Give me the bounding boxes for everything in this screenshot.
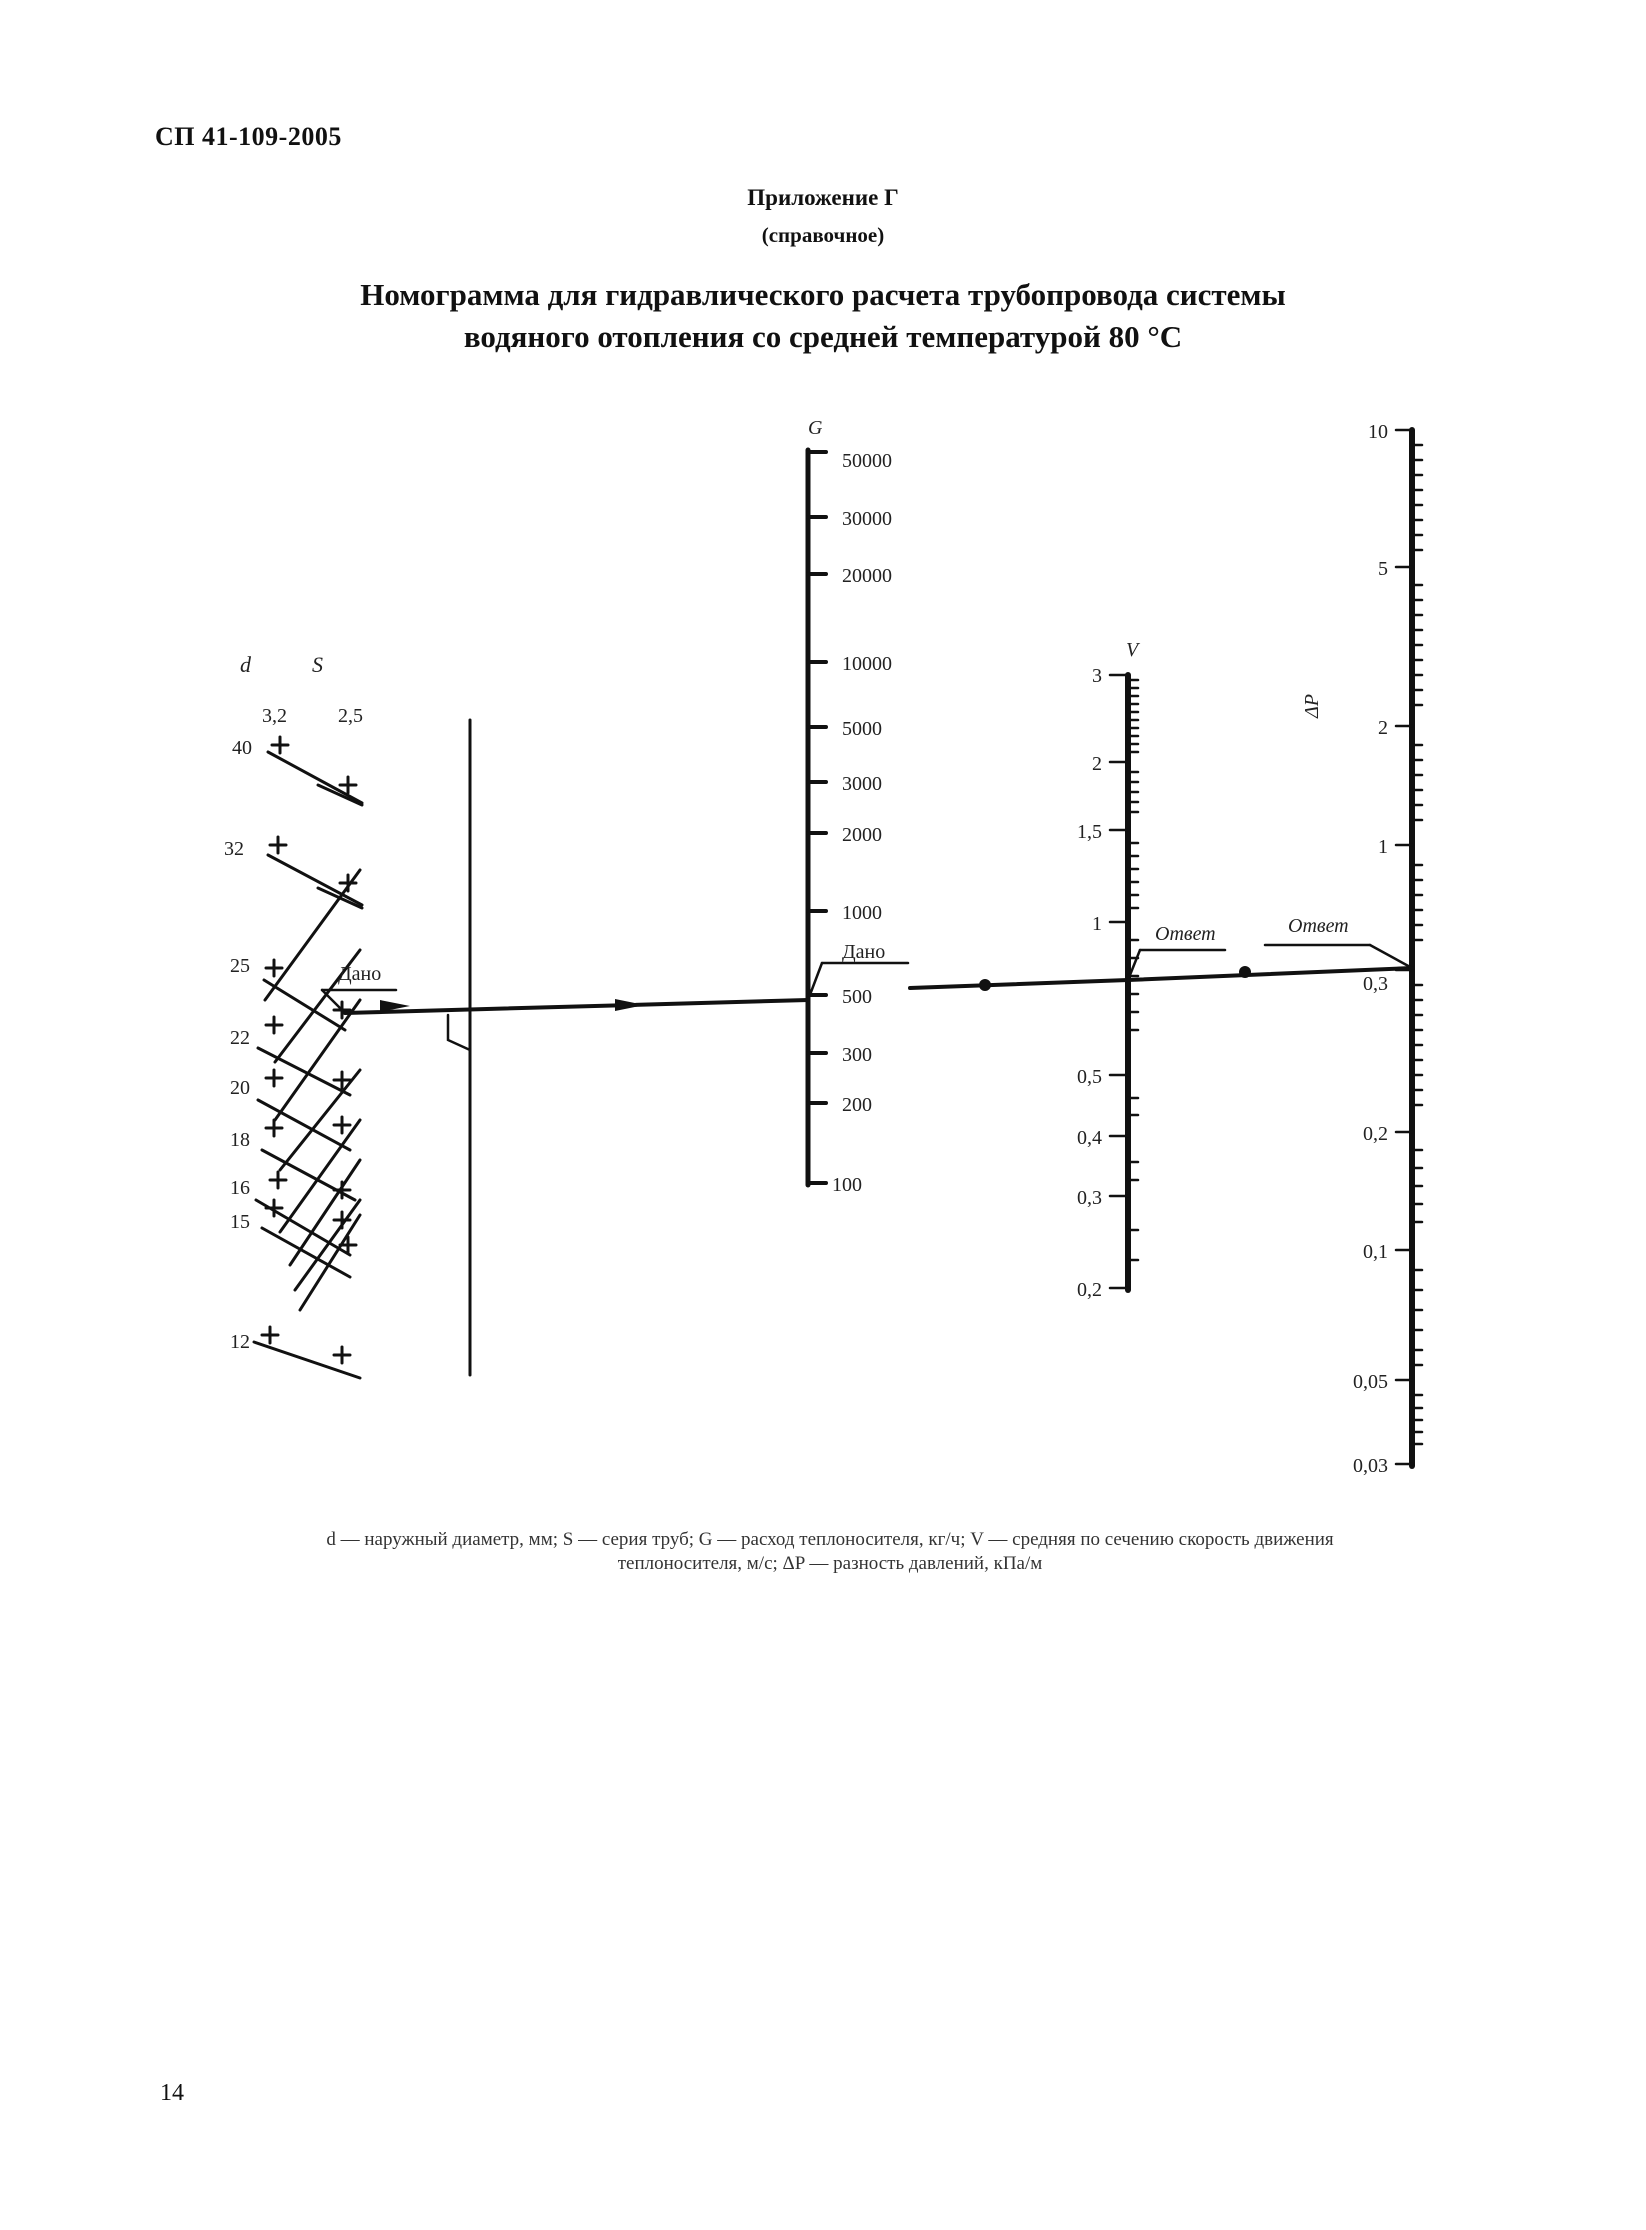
- diameter-label: 18: [230, 1129, 250, 1151]
- answer-label-v: Ответ: [1155, 923, 1216, 945]
- page-number: 14: [160, 2080, 184, 2106]
- diameter-label: 15: [230, 1211, 250, 1233]
- g-tick-label: 1000: [842, 902, 882, 924]
- solution-path: [345, 968, 1412, 1013]
- path-markers: [380, 966, 1251, 1012]
- figure-caption: [150, 1528, 1510, 1576]
- g-tick-label: 10000: [842, 653, 892, 675]
- g-tick-label: 300: [842, 1044, 872, 1066]
- g-tick-label: 2000: [842, 824, 882, 846]
- page-title-line-2: водяного отопления со средней температурой 80 °С: [463, 319, 1183, 354]
- figure-caption-line-2: теплоносителя, м/с; ΔP — разность давлений, кПа/м: [617, 1553, 1043, 1574]
- dp-tick-label: 2: [1378, 717, 1388, 739]
- dot-2: [1239, 966, 1251, 978]
- diameter-label: 20: [230, 1077, 250, 1099]
- s-series-label-1: 3,2: [262, 705, 287, 727]
- given-label-g: Дано: [842, 941, 886, 963]
- g-tick-label: 30000: [842, 508, 892, 530]
- diameter-label: 25: [230, 955, 250, 977]
- g-tick-label: 100: [832, 1174, 862, 1196]
- dp-tick-label: 10: [1368, 421, 1388, 443]
- v-tick-label: 2: [1092, 753, 1102, 775]
- appendix-title: Приложение Г: [747, 185, 899, 210]
- diameter-label: 32: [224, 838, 244, 860]
- dot-1: [979, 979, 991, 991]
- diameter-label: 16: [230, 1177, 250, 1199]
- v-tick-label: 3: [1092, 665, 1102, 687]
- figure-caption-line-1: d — наружный диаметр, мм; S — серия труб; G — расход теплоносителя, кг/ч; V — средняя по сечению скорость движения: [326, 1529, 1334, 1550]
- d-axis-label: d: [240, 652, 251, 677]
- s-series-label-2: 2,5: [338, 705, 363, 727]
- g-axis-label: G: [808, 417, 823, 439]
- g-ticks: [808, 452, 826, 1183]
- v-tick-label: 0,4: [1077, 1127, 1102, 1149]
- given-label-left: Дано: [338, 963, 382, 985]
- g-tick-label: 200: [842, 1094, 872, 1116]
- dp-tick-label: 5: [1378, 558, 1388, 580]
- dp-tick-label: 0,2: [1363, 1123, 1388, 1145]
- document-code: СП 41-109-2005: [155, 122, 342, 151]
- v-tick-label: 1: [1092, 913, 1102, 935]
- right-angle-mark: [448, 1015, 470, 1050]
- v-tick-label: 0,3: [1077, 1187, 1102, 1209]
- dp-tick-label: 0,03: [1353, 1455, 1388, 1477]
- s-axis-label: S: [312, 652, 323, 677]
- v-axis-label: V: [1126, 639, 1139, 661]
- arrowhead-2: [615, 999, 645, 1011]
- answer-label-dp: Ответ: [1288, 915, 1349, 937]
- dp-tick-label: 0,1: [1363, 1241, 1388, 1263]
- g-tick-label: 20000: [842, 565, 892, 587]
- dp-tick-label: 1: [1378, 836, 1388, 858]
- dp-tick-label: 0,05: [1353, 1371, 1388, 1393]
- diameter-label: 22: [230, 1027, 250, 1049]
- v-tick-label: 0,2: [1077, 1279, 1102, 1301]
- diameter-label: 40: [232, 737, 252, 759]
- dp-axis-label: ΔP: [1301, 694, 1323, 718]
- g-tick-label: 5000: [842, 718, 882, 740]
- g-tick-label: 50000: [842, 450, 892, 472]
- v-tick-label: 1,5: [1077, 821, 1102, 843]
- diameter-label: 12: [230, 1331, 250, 1353]
- dp-tick-label: 0,3: [1363, 973, 1388, 995]
- g-tick-label: 3000: [842, 773, 882, 795]
- page-title-line-1: Номограмма для гидравлического расчета трубопровода системы: [360, 277, 1286, 312]
- v-tick-label: 0,5: [1077, 1066, 1102, 1088]
- appendix-subtitle: (справочное): [761, 223, 885, 247]
- g-tick-label: 500: [842, 986, 872, 1008]
